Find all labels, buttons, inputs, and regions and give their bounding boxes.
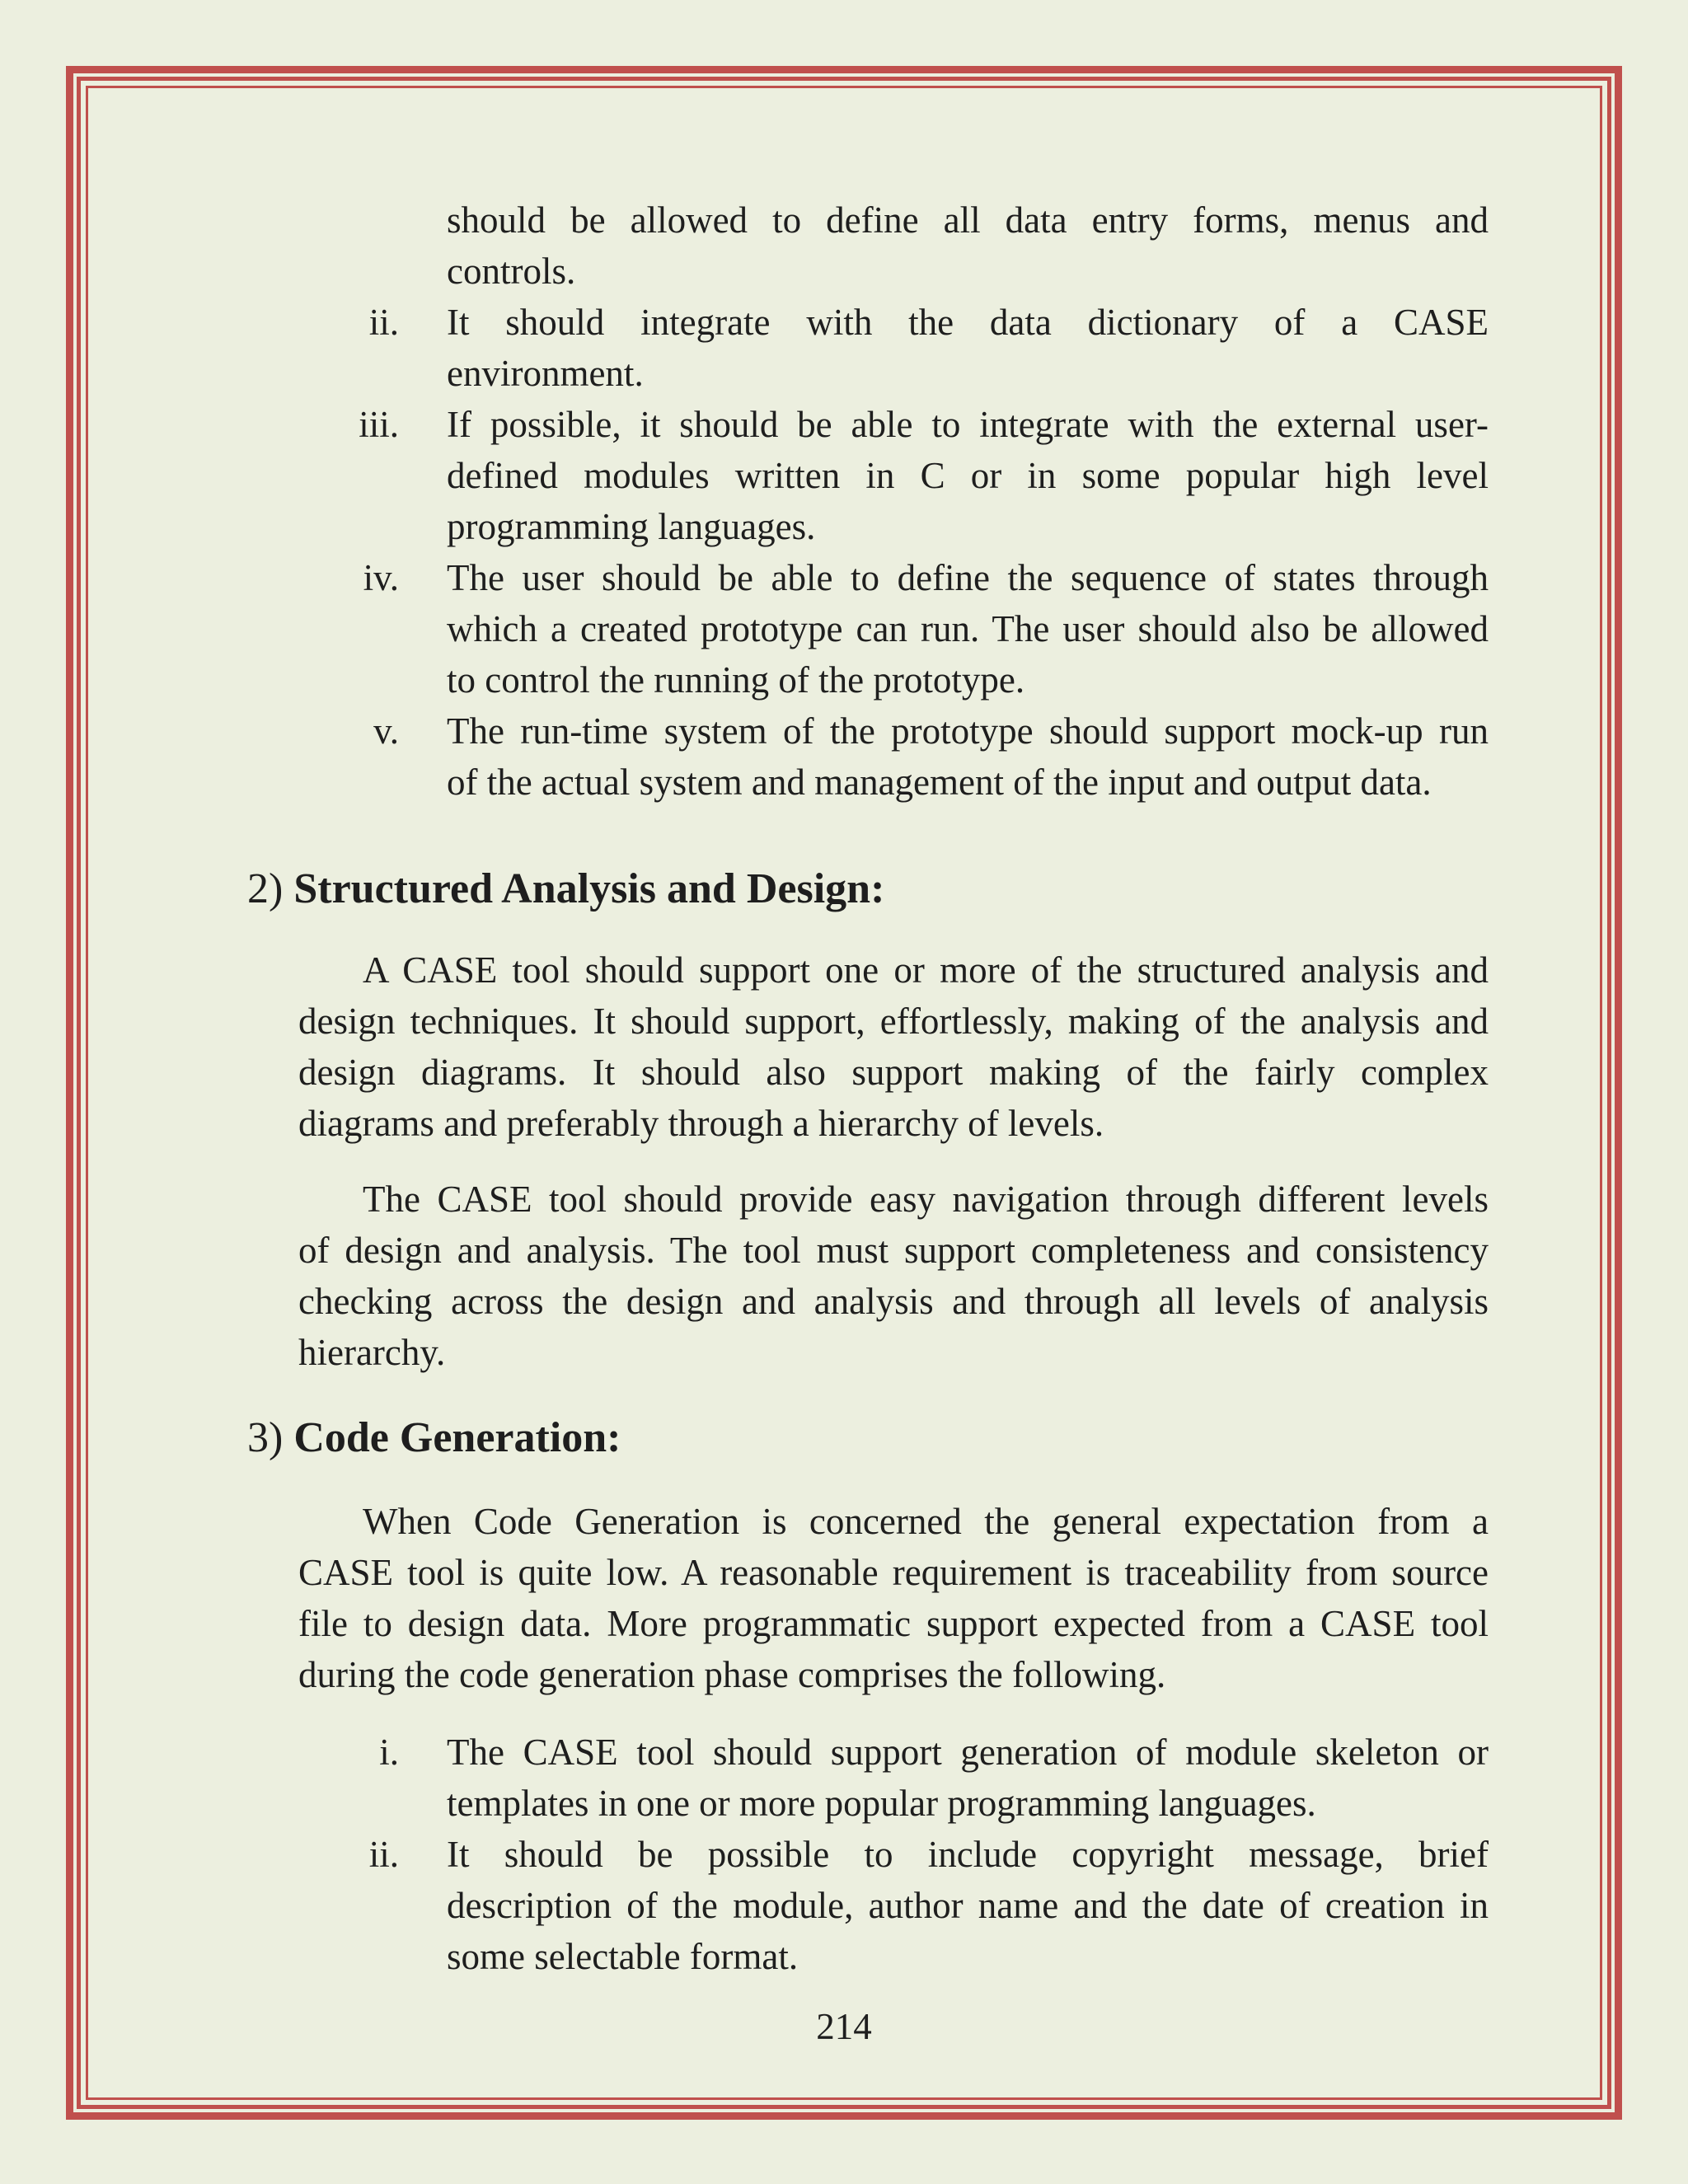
page-number: 214 [816, 2006, 872, 2047]
list-item-line: The run-time system of the prototype should support mock-up run [447, 710, 1489, 752]
paragraph-line: of design and analysis. The tool must support completeness and consistency [298, 1230, 1489, 1271]
paragraph-line: file to design data. More programmatic support expected from a CASE tool [298, 1603, 1489, 1644]
list-item-line: defined modules written in C or in some popular high level [447, 455, 1489, 496]
list-numeral: ii. [368, 302, 399, 343]
section-title: Structured Analysis and Design: [293, 865, 885, 912]
list-item-line: environment. [447, 353, 644, 394]
paragraph-line: When Code Generation is concerned the general expectation from a [363, 1501, 1489, 1542]
list-item-line: templates in one or more popular programming languages. [447, 1783, 1316, 1824]
list-item-line: It should integrate with the data dictionary of a CASE [447, 302, 1489, 343]
list-item-line: description of the module, author name and the date of creation in [447, 1885, 1489, 1926]
list-item-line: The CASE tool should support generation of module skeleton or [447, 1732, 1489, 1773]
list-numeral: i. [379, 1732, 399, 1773]
paragraph-line: hierarchy. [298, 1332, 446, 1373]
list-item-line: The user should be able to define the sequence of states through [447, 557, 1489, 598]
list-numeral: iv. [363, 557, 399, 598]
list-item-line: should be allowed to define all data entry forms, menus and [447, 199, 1489, 241]
paragraph-line: design techniques. It should support, effortlessly, making of the analysis and [298, 1001, 1489, 1042]
list-item-line: It should be possible to include copyright message, brief [447, 1834, 1489, 1875]
paragraph-line: checking across the design and analysis and through all levels of analysis [298, 1281, 1489, 1322]
paragraph-line: A CASE tool should support one or more of the structured analysis and [363, 949, 1489, 991]
list-item-line: programming languages. [447, 506, 816, 547]
section-number: 3) [247, 1414, 284, 1461]
list-item-line: If possible, it should be able to integrate with the external user- [447, 404, 1489, 445]
section-heading-structured-analysis [247, 862, 884, 916]
section-heading-code-generation [247, 1411, 621, 1465]
section-number: 2) [247, 865, 284, 912]
list-item-line: some selectable format. [447, 1936, 799, 1977]
list-numeral: v. [373, 710, 399, 752]
section-title: Code Generation: [293, 1414, 621, 1461]
paragraph-line: design diagrams. It should also support making of the fairly complex [298, 1052, 1489, 1093]
paragraph-line: The CASE tool should provide easy navigation through different levels [363, 1179, 1489, 1220]
paragraph-line: CASE tool is quite low. A reasonable requirement is traceability from source [298, 1552, 1489, 1593]
list-numeral: iii. [359, 404, 399, 445]
list-item-line: controls. [447, 251, 576, 292]
paragraph-line: diagrams and preferably through a hierarchy of levels. [298, 1103, 1104, 1144]
paragraph-line: during the code generation phase comprises the following. [298, 1654, 1166, 1695]
list-item-line: to control the running of the prototype. [447, 659, 1025, 701]
list-item-line: which a created prototype can run. The user should also be allowed [447, 608, 1489, 649]
list-item-line: of the actual system and management of the input and output data. [447, 762, 1432, 803]
list-numeral: ii. [368, 1834, 399, 1875]
